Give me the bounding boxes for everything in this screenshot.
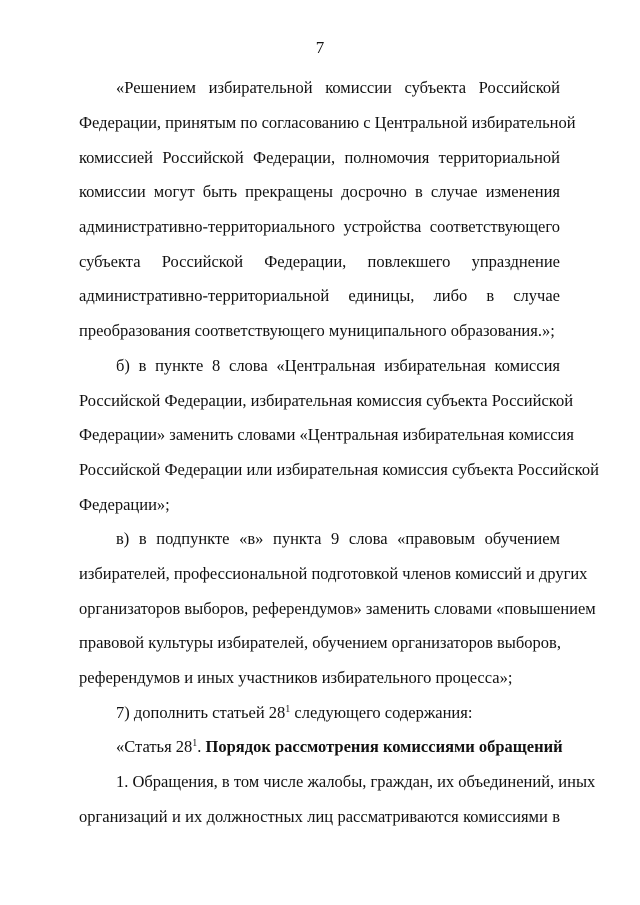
text-line: комиссией Российской Федерации, полномочия территориальной xyxy=(79,148,560,167)
text-line: «Решением избирательной комиссии субъекта Российской xyxy=(116,78,560,97)
text-line: референдумов и иных участников избирательного процесса»; xyxy=(79,668,513,687)
item-7-line xyxy=(116,703,560,723)
text-line: Российской Федерации, избирательная комиссия субъекта Российской xyxy=(79,391,574,410)
item-7-text: 7) дополнить статьей 28 xyxy=(116,703,286,722)
superscript: 1 xyxy=(192,738,198,749)
text-line: избирателей, профессиональной подготовкой членов комиссий и других xyxy=(79,564,588,583)
text-line: б) в пункте 8 слова «Центральная избирательная комиссия xyxy=(116,356,560,375)
article-dot: . xyxy=(197,737,206,756)
page-number: 7 xyxy=(315,38,325,57)
text-line: Федерации»; xyxy=(79,495,170,514)
text-line: административно-территориальной единицы, либо в случае xyxy=(79,286,560,305)
item-7-text-end: следующего содержания: xyxy=(290,703,473,722)
text-line: комиссии могут быть прекращены досрочно в случае изменения xyxy=(79,182,560,201)
text-line: преобразования соответствующего муниципального образования.»; xyxy=(79,321,555,340)
text-line: Федерации» заменить словами «Центральная избирательная комиссия xyxy=(79,425,574,444)
text-line: в) в подпункте «в» пункта 9 слова «правовым обучением xyxy=(116,529,560,548)
text-line: 1. Обращения, в том числе жалобы, граждан, их объединений, иных xyxy=(116,772,596,791)
text-line: административно-территориального устройства соответствующего xyxy=(79,217,560,236)
text-line: организаций и их должностных лиц рассматриваются комиссиями в xyxy=(79,807,560,826)
text-line: правовой культуры избирателей, обучением организаторов выборов, xyxy=(79,633,561,652)
article-title: Порядок рассмотрения комиссиями обращений xyxy=(205,737,563,756)
text-line: субъекта Российской Федерации, повлекшего упразднение xyxy=(79,252,560,271)
article-heading xyxy=(116,737,563,757)
text-line: организаторов выборов, референдумов» заменить словами «повышением xyxy=(79,599,596,618)
text-line: Федерации, принятым по согласованию с Центральной избирательной xyxy=(79,113,576,132)
text-line: Российской Федерации или избирательная комиссия субъекта Российской xyxy=(79,460,599,479)
article-prefix: «Статья 28 xyxy=(116,737,193,756)
superscript: 1 xyxy=(285,704,291,715)
